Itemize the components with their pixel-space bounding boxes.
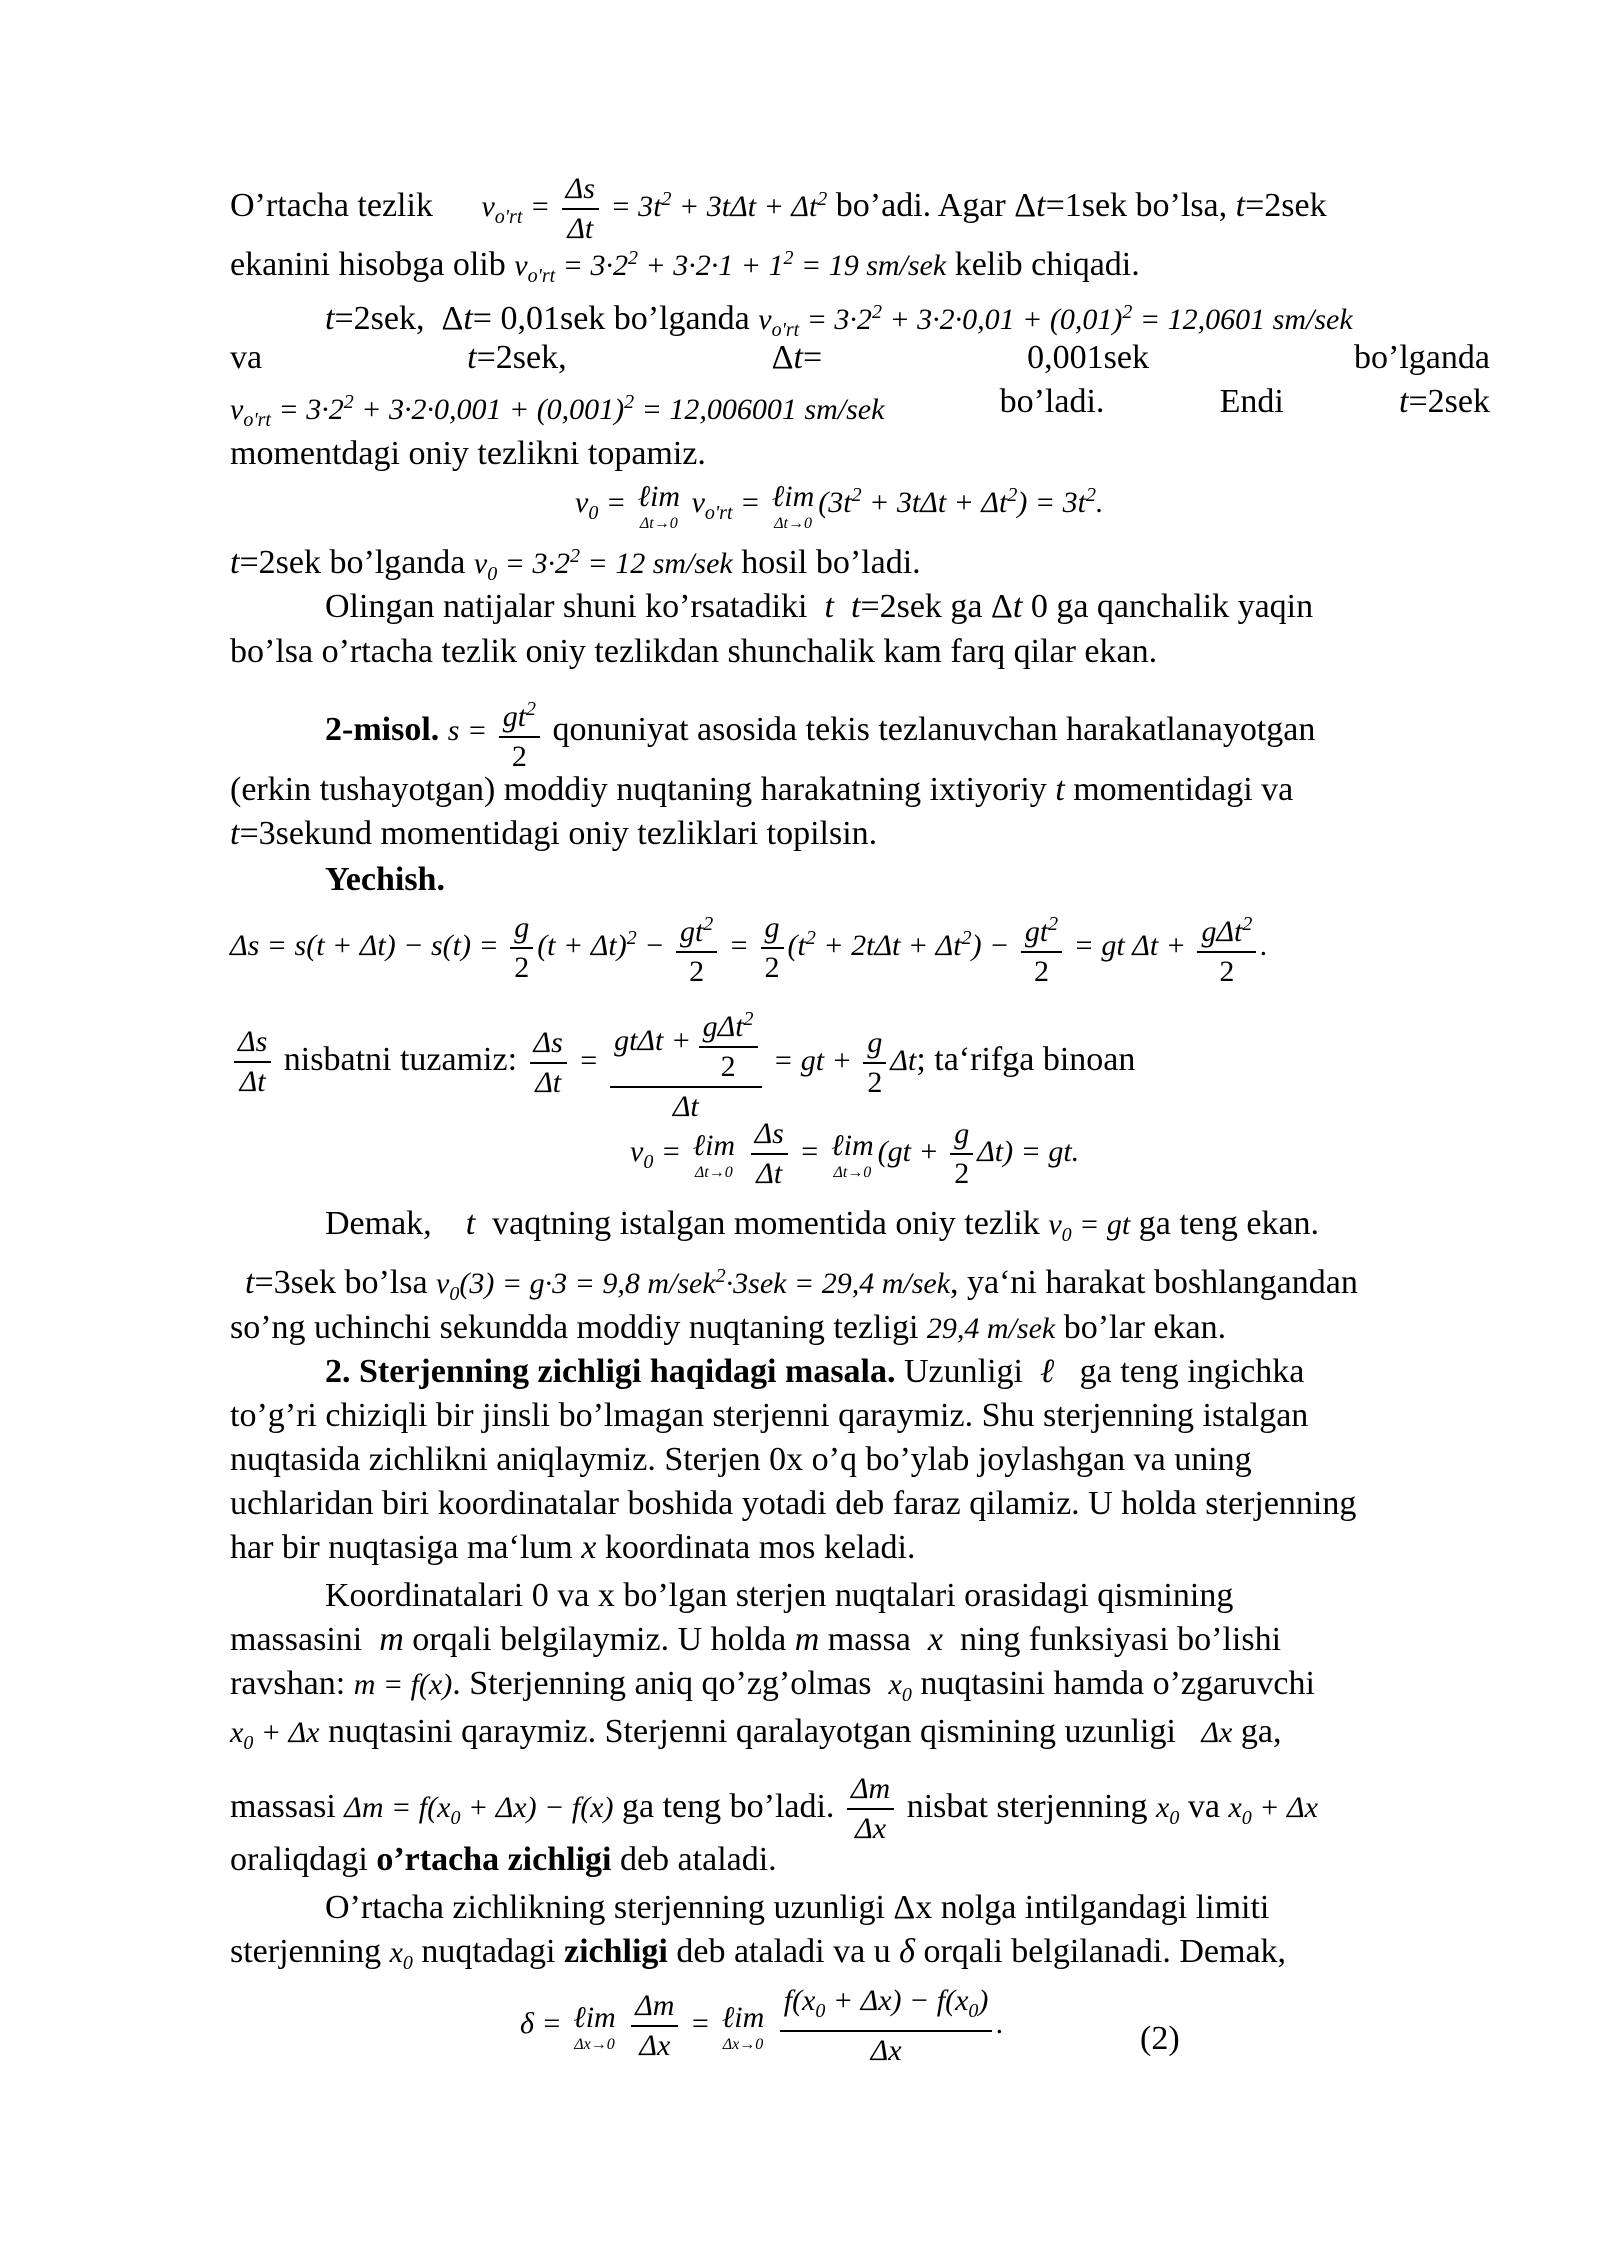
text-line: Koordinatalari 0 va x bo’lgan sterjen nuqtalari orasidagi qismining [325, 1577, 1234, 1614]
text: =2sek, [334, 300, 425, 337]
text: qonuniyat asosida tekis tezlanuvchan harakatlanayotgan [552, 710, 1316, 748]
text: (erkin tushayotgan) moddiy nuqtaning harakatning ixtiyoriy [230, 771, 1047, 808]
text-bold: o’rtacha zichligi [376, 1841, 612, 1878]
text: ning funksiyasi bo’lishi [959, 1621, 1282, 1658]
formula: $v_{o'rt} = 3\cdot 2^2 + 3\cdot 2\cdot 0,001 + (0,001)^2 = 12,006001$ sm/sek [230, 391, 885, 431]
text-line: to’g’ri chiziqli bir jinsli bo’lmagan sterjenni qaraymiz. Shu sterjenning istalgan [230, 1397, 1309, 1434]
section-heading: 2. Sterjenning zichligi haqidagi masala. [325, 1353, 896, 1390]
formula: m = f(x) [353, 1668, 453, 1701]
formula: 29,4 m/sek [926, 1312, 1056, 1345]
text: bo’lganda [1354, 339, 1490, 376]
text: massasi [230, 1787, 336, 1825]
text-line: $v_{o'rt} = 3\cdot 2^2 + 3\cdot 2\cdot 0,001 + (0,001)^2 = 12,006001$ sm/sek bo’ladi. Endi t=2sek [230, 380, 1490, 442]
text-line: va t=2sek, Δt= 0,001sek bo’lganda [230, 336, 1490, 380]
text: nuqtasini qaraymiz. Sterjenni qaralayotgan qismining uzunligi [328, 1713, 1176, 1750]
text-line: O’rtacha zichlikning sterjenning uzunligi Δx nolga intilgandagi limiti [325, 1889, 1270, 1926]
solution-heading: Yechish. [325, 861, 445, 898]
text: deb ataladi va u [676, 1933, 891, 1970]
formula: $v_{o'rt} = 3\cdot 2^2 + 3\cdot 2\cdot 0,01 + (0,01)^2 = 12,0601$ sm/sek [758, 301, 1353, 341]
example-heading: 2-misol. [325, 710, 440, 748]
text-line: 2. Sterjenning zichligi haqidagi masala. Uzunligi ℓ ga teng ingichka [325, 1353, 1305, 1390]
formula-limit: $v_0$ = ℓim Δt→0 $v_{o'rt}$ = ℓim Δt→0 $(3t^2 + 3t\Delta t + \Delta t^2) = 3t^2$. [575, 480, 1104, 532]
text: ga teng ekan. [1138, 1205, 1320, 1242]
text-line: massasi $\Delta m = f(x_0 + \Delta x) - f(x)$ ga teng bo’ladi. $\frac{\Delta m}{\Delta x}$ nisbat sterjenning $x_0$ va $x_0 + \Delta x$ [230, 1772, 1318, 1845]
text: massasini [230, 1621, 363, 1658]
text-line: bo’lsa o’rtacha tezlik oniy tezlikdan shunchalik kam farq qilar ekan. [230, 633, 1158, 670]
text: Uzunligi [904, 1353, 1023, 1390]
text: =1sek bo’lsa, [1045, 186, 1228, 224]
text: =2sek ga [860, 588, 983, 625]
text-line: t=2sek bo’lganda $v_0 = 3\cdot 2^2 = 12$ sm/sek hosil bo’ladi. [230, 544, 921, 585]
text: va [230, 339, 263, 376]
text: = [802, 339, 823, 376]
text: O’rtacha tezlik [230, 186, 433, 224]
text-line: Olingan natijalar shuni ko’rsatadiki t t=2sek ga Δt 0 ga qanchalik yaqin [325, 588, 1314, 625]
text: va [1187, 1787, 1220, 1825]
formula: $v_0(3) = g\cdot 3 = 9,8$ m/sek$^2$·3sek = 29,4 m/sek [436, 1265, 951, 1305]
text-line: uchlaridan biri koordinatalar boshida yotadi deb faraz qilamiz. U holda sterjenning [230, 1485, 1357, 1522]
formula-density: δ = ℓim Δx→0 $\frac{\Delta m}{\Delta x}$ = ℓim Δx→0 $\frac{f(x_0 + \Delta x) - f(x_0)}{\Delta x}$ . [520, 1984, 1004, 2067]
text: ; ta‘rifga binoan [916, 1040, 1136, 1078]
text-line: nuqtasida zichlikni aniqlaymiz. Sterjen 0x o’q bo’ylab joylashgan va uning [230, 1441, 1252, 1478]
text: =2sek [1245, 186, 1327, 224]
text-line: momentdagi oniy tezlikni topamiz. [230, 435, 706, 472]
text: sterjenning [230, 1933, 382, 1970]
text: . Sterjenning aniq qo’zg’olmas [452, 1665, 872, 1702]
text: ravshan: [230, 1665, 346, 1702]
text: 0,001sek [1027, 339, 1149, 376]
text: Demak, [325, 1205, 432, 1242]
formula-delta-s: Δs = s(t + Δt) − s(t) = $\frac{g}{2}$ $(t + \Delta t)^2$ − $\frac{gt^2}{2}$ = $\frac{g}{2}$ $(t^2 + 2t\Delta t + \Delta t^2)$ − $\frac{gt^2}{2}$ = gt Δt + $\frac{g\Delta t^2}{2}$ . [230, 905, 1268, 991]
text: , ya‘ni harakat boshlangandan [950, 1264, 1358, 1301]
text: massa [827, 1621, 911, 1658]
text: bo’lar ekan. [1063, 1309, 1227, 1346]
text-line: $x_0 + \Delta x$ nuqtasini qaraymiz. Sterjenni qaralayotgan qismining uzunligi Δx ga, [230, 1713, 1282, 1754]
text: =3sek bo’lsa [254, 1264, 428, 1301]
text: hosil bo’ladi. [741, 544, 921, 581]
text-line: har bir nuqtasiga ma‘lum x koordinata mos keladi. [230, 1529, 916, 1566]
text: bo’ladi. [999, 383, 1105, 420]
formula: $v_0 = 3\cdot 2^2 = 12$ sm/sek [473, 545, 733, 585]
text-line [325, 858, 1490, 902]
text: orqali belgilaymiz. U holda [412, 1621, 787, 1658]
text-line: Demak, t vaqtning istalgan momentida oniy tezlik $v_0$ = gt ga teng ekan. [325, 1205, 1320, 1246]
text-line: (erkin tushayotgan) moddiy nuqtaning harakatning ixtiyoriy t momentidagi va [230, 771, 1294, 808]
text-line: t=3sek bo’lsa $v_0(3) = g\cdot 3 = 9,8$ m/sek$^2$·3sek = 29,4 m/sek, ya‘ni harakat boshlangandan [245, 1264, 1358, 1305]
text-line: t=3sekund momentidagi oniy tezliklari topilsin. [230, 815, 878, 852]
formula: $v_{o'rt}$ = $\frac{\Delta s}{\Delta t}$ = $3t^2 + 3t\Delta t + \Delta t^2$ [481, 172, 828, 245]
text: momentidagi va [1073, 771, 1294, 808]
text-line [230, 1306, 1490, 1351]
text: =2sek, [476, 339, 567, 376]
text: nuqtadagi [421, 1933, 556, 1970]
text-line: sterjenning $x_0$ nuqtadagi zichligi deb ataladi va u δ orqali belgilanadi. Demak, [230, 1933, 1287, 1974]
text: Endi [1219, 383, 1284, 420]
text: nisbatni tuzamiz: [283, 1040, 518, 1078]
formula: $v_0$ = gt [1048, 1208, 1131, 1246]
text-line: O’rtacha tezlik $v_{o'rt}$ = $\frac{\Delta s}{\Delta t}$ = $3t^2 + 3t\Delta t + \Delta t^2$ bo’adi. Agar Δt=1sek bo’lsa, t=2sek [230, 172, 1327, 245]
text-bold: zichligi [563, 1933, 668, 1970]
text: ga teng ingichka [1079, 1353, 1305, 1390]
text: orqali belgilanadi. Demak, [923, 1933, 1287, 1970]
text-line: massasini m orqali belgilaymiz. U holda m massa x ning funksiyasi bo’lishi [230, 1621, 1282, 1658]
text: =2sek [1408, 383, 1490, 420]
text: kelib chiqadi. [954, 246, 1140, 283]
text: oraliqdagi [230, 1841, 368, 1878]
text: vaqtning istalgan momentida oniy tezlik [492, 1205, 1040, 1242]
text: =2sek bo’lganda [239, 544, 466, 581]
text: nuqtasini hamda o’zgaruvchi [920, 1665, 1315, 1702]
text: ga, [1240, 1713, 1282, 1750]
text-line [325, 690, 1490, 776]
text: Olingan natijalar shuni ko’rsatadiki [325, 588, 808, 625]
text: so’ng uchinchi sekundda moddiy nuqtaning tezligi [230, 1309, 919, 1346]
formula: s = $\frac{gt^2}{2}$ [448, 714, 544, 747]
text-line [230, 236, 1490, 298]
text-line: ravshan: m = f(x). Sterjenning aniq qo’zg’olmas $x_0$ nuqtasini hamda o’zgaruvchi [230, 1665, 1315, 1706]
text: koordinata mos keladi. [604, 1529, 916, 1566]
formula-v0: $v_0$ = ℓim Δt→0 $\frac{\Delta s}{\Delta t}$ = ℓim Δt→0 (gt + $\frac{g}{2}$ Δt) = gt. [630, 1117, 1080, 1190]
text: har bir nuqtasiga ma‘lum [230, 1529, 573, 1566]
text: =3sekund momentidagi oniy tezliklari topilsin. [239, 815, 878, 852]
formula: $\frac{\Delta s}{\Delta t}$ = gtΔt + $\frac{g\Delta t^2}{2}$ Δt = gt + $\frac{g}{2}$ Δt [526, 1044, 917, 1077]
text: ekanini hisobga olib [230, 246, 506, 283]
text: ga teng bo’ladi. [622, 1787, 835, 1825]
text: nisbat sterjenning [906, 1787, 1148, 1825]
equation-number: (2) [1140, 2020, 1180, 2057]
text: = 0,01sek bo’lganda [472, 300, 750, 337]
text: bo’adi. Agar [835, 186, 1006, 224]
text-line: $\frac{\Delta s}{\Delta t}$ nisbatni tuzamiz: $\frac{\Delta s}{\Delta t}$ = gtΔt + $\frac{g\Delta t^2}{2}$ Δt = gt + $\frac{g}{2}$ Δt; ta‘rifga binoan [230, 1000, 1135, 1126]
text-line: t=2sek, Δt= 0,01sek bo’lganda $v_{o'rt} = 3\cdot 2^2 + 3\cdot 2\cdot 0,01 + (0,01)^2 = 12,0601$ sm/sek [325, 300, 1353, 341]
formula: $v_{o'rt} = 3\cdot 2^2 + 3\cdot 2\cdot 1 + 1^2 = 19$ sm/sek [514, 247, 947, 287]
text: deb ataladi. [619, 1841, 777, 1878]
text-line [230, 1838, 1490, 1882]
formula: $\Delta m = f(x_0 + \Delta x) - f(x)$ [344, 1790, 614, 1829]
text: 0 ga qanchalik yaqin [1030, 588, 1314, 625]
